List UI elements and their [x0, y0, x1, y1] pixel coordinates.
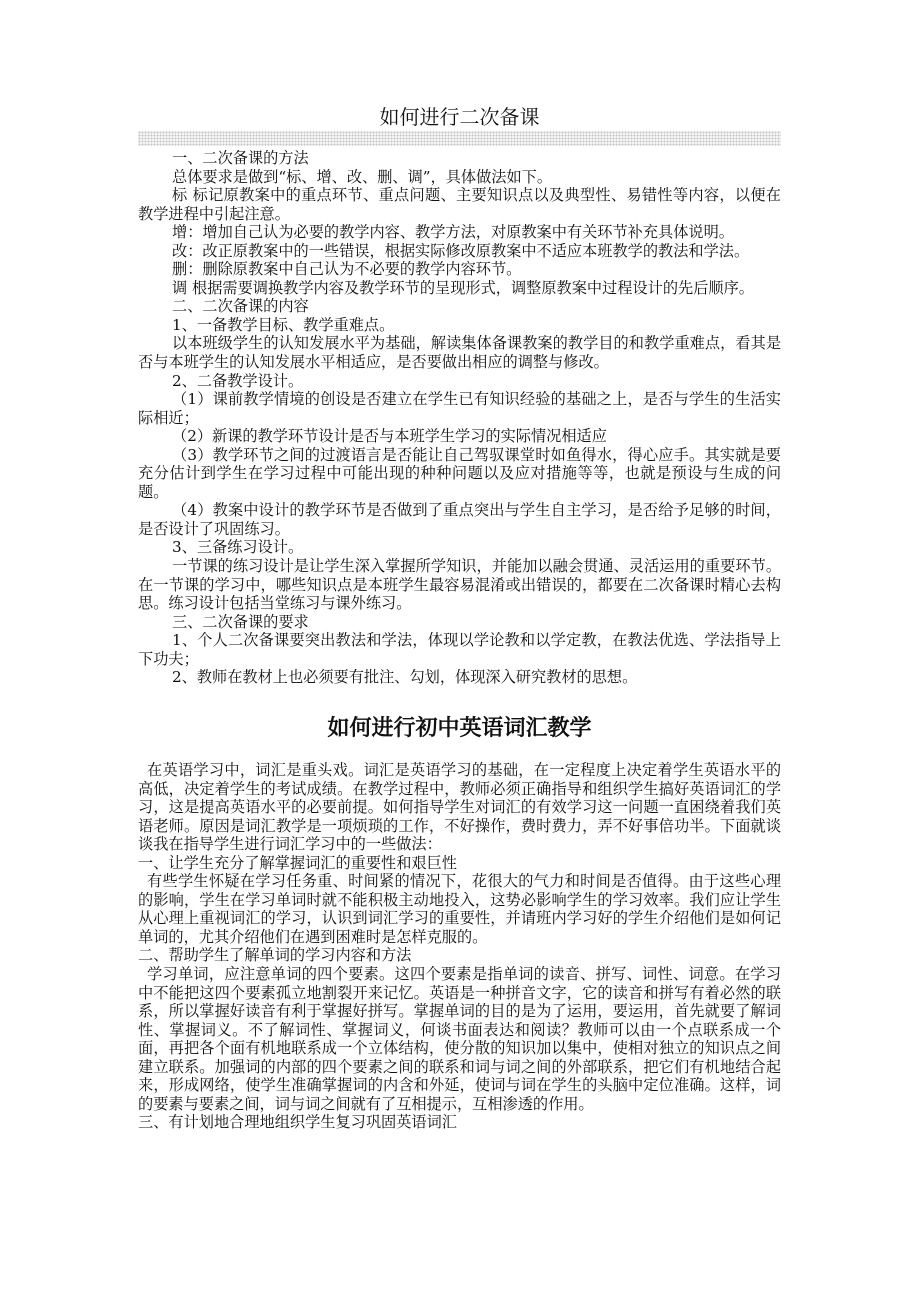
doc1-paragraph: 一节课的练习设计是让学生深入掌握所学知识，并能加以融会贯通、灵活运用的重要环节。在一节课的学习中，哪些知识点是本班学生最容易混淆或出错误的，都要在二次备课时精心去构思。练习设计包括当堂练习与课外练习。: [138, 557, 781, 613]
doc1-body: [138, 149, 781, 687]
doc1-paragraph: 三、二次备课的要求: [172, 612, 309, 631]
doc1-paragraph: 一、二次备课的方法: [172, 149, 309, 167]
doc2-title: 如何进行初中英语词汇教学: [327, 716, 592, 741]
doc1-paragraph: （2）新课的教学环节设计是否与本班学生学习的实际情况相适应: [172, 427, 607, 446]
doc1-paragraph: （3）教学环节之间的过渡语言是否能让自己驾驭课堂时如鱼得水，得心应手。其实就是要充分估计到学生在学习过程中可能出现的种种问题以及应对措施等等，也就是预设与生成的问题。: [138, 445, 781, 501]
doc1-paragraph: 增：增加自己认为必要的教学内容、教学方法，对原教案中有关环节补充具体说明。: [172, 223, 734, 242]
title-divider-band: [138, 131, 781, 146]
doc2-paragraph: 在英语学习中，词汇是重头戏。词汇是英语学习的基础，在一定程度上决定着学生英语水平的高低，决定着学生的考试成绩。在教学过程中，教师必须正确指导和组织学生搞好英语词汇的学习，这是提高英语水平的必要前提。如何指导学生对词汇的有效学习这一问题一直困绕着我们英语老师。原因是词汇教学是一项烦琐的工作，不好操作，费时费力，弄不好事倍功半。下面就谈谈我在指导学生进行词汇学习中的一些做法：: [138, 761, 781, 854]
doc1-paragraph: （4）教案中设计的教学环节是否做到了重点突出与学生自主学习，是否给予足够的时间，是否设计了巩固练习。: [138, 501, 781, 538]
doc1-paragraph: 2、教师在教材上也必须要有批注、勾划，体现深入研究教材的思想。: [172, 668, 638, 687]
doc1-paragraph: 3、三备练习设计。: [172, 538, 304, 557]
doc2-body: [138, 761, 781, 1132]
doc1-paragraph: 1、个人二次备课要突出教法和学法，体现以学论教和以学定教，在教法优选、学法指导上下功夫；: [138, 631, 781, 668]
doc1-paragraph: 标 标记原教案中的重点环节、重点问题、主要知识点以及典型性、易错性等内容，以便在教学进程中引起注意。: [138, 186, 781, 223]
doc1-paragraph: 二、二次备课的内容: [172, 297, 309, 316]
doc1-paragraph: 总体要求是做到“标、增、改、删、调”，具体做法如下。: [172, 167, 553, 186]
doc1-paragraph: 以本班级学生的认知发展水平为基础，解读集体备课教案的教学目的和教学重难点，看其是否与本班学生的认知发展水平相适应，是否要做出相应的调整与修改。: [138, 334, 781, 372]
doc2-paragraph: 有些学生怀疑在学习任务重、时间紧的情况下，花很大的气力和时间是否值得。由于这些心理的影响，学生在学习单词时就不能积极主动地投入，这势必影响学生的学习效率。我们应让学生从心理上重视词汇的学习，认识到词汇学习的重要性，并请班内学习好的学生介绍他们是如何记单词的，尤其介绍他们在遇到困难时是怎样克服的。: [138, 872, 781, 946]
doc1-paragraph: 删：删除原教案中自己认为不必要的教学内容环节。: [172, 260, 522, 279]
doc2-paragraph: 一、让学生充分了解掌握词汇的重要性和艰巨性: [138, 853, 457, 872]
doc1-paragraph: 1、一备教学目标、教学重难点。: [172, 315, 395, 334]
doc1-paragraph: 调 根据需要调换教学内容及教学环节的呈现形式，调整原教案中过程设计的先后顺序。: [172, 278, 754, 297]
doc1-paragraph: 2、二备教学设计。: [172, 371, 304, 390]
doc2-paragraph: 学习单词，应注意单词的四个要素。这四个要素是指单词的读音、拼写、词性、词意。在学习中不能把这四个要素孤立地割裂开来记忆。英语是一种拼音文字，它的读音和拼写有着必然的联系，所以掌握好读音有利于掌握好拼写。掌握单词的目的是为了运用，要运用，首先就要了解词性、掌握词义。不了解词性、掌握词义，何谈书面表达和阅读？教师可以由一个点联系成一个面，再把各个面有机地联系成一个立体结构，使分散的知识加以集中，使相对独立的知识点之间建立联系。加强词的内部的四个要素之间的联系和词与词之间的外部联系，把它们有机地结合起来，形成网络，使学生准确掌握词的内含和外延，使词与词在学生的头脑中定位准确。这样，词的要素与要素之间，词与词之间就有了互相提示，互相渗透的作用。: [138, 965, 781, 1113]
doc1-paragraph: （1）课前教学情境的创设是否建立在学生已有知识经验的基础之上，是否与学生的生活实际相近；: [138, 390, 781, 427]
doc2-paragraph: 三、有计划地合理地组织学生复习巩固英语词汇: [138, 1113, 457, 1132]
doc1-paragraph: 改：改正原教案中的一些错误，根据实际修改原教案中不适应本班教学的教法和学法。: [172, 241, 750, 260]
doc2-paragraph: 二、帮助学生了解单词的学习内容和方法: [138, 946, 412, 965]
doc1-title: 如何进行二次备课: [379, 105, 540, 129]
